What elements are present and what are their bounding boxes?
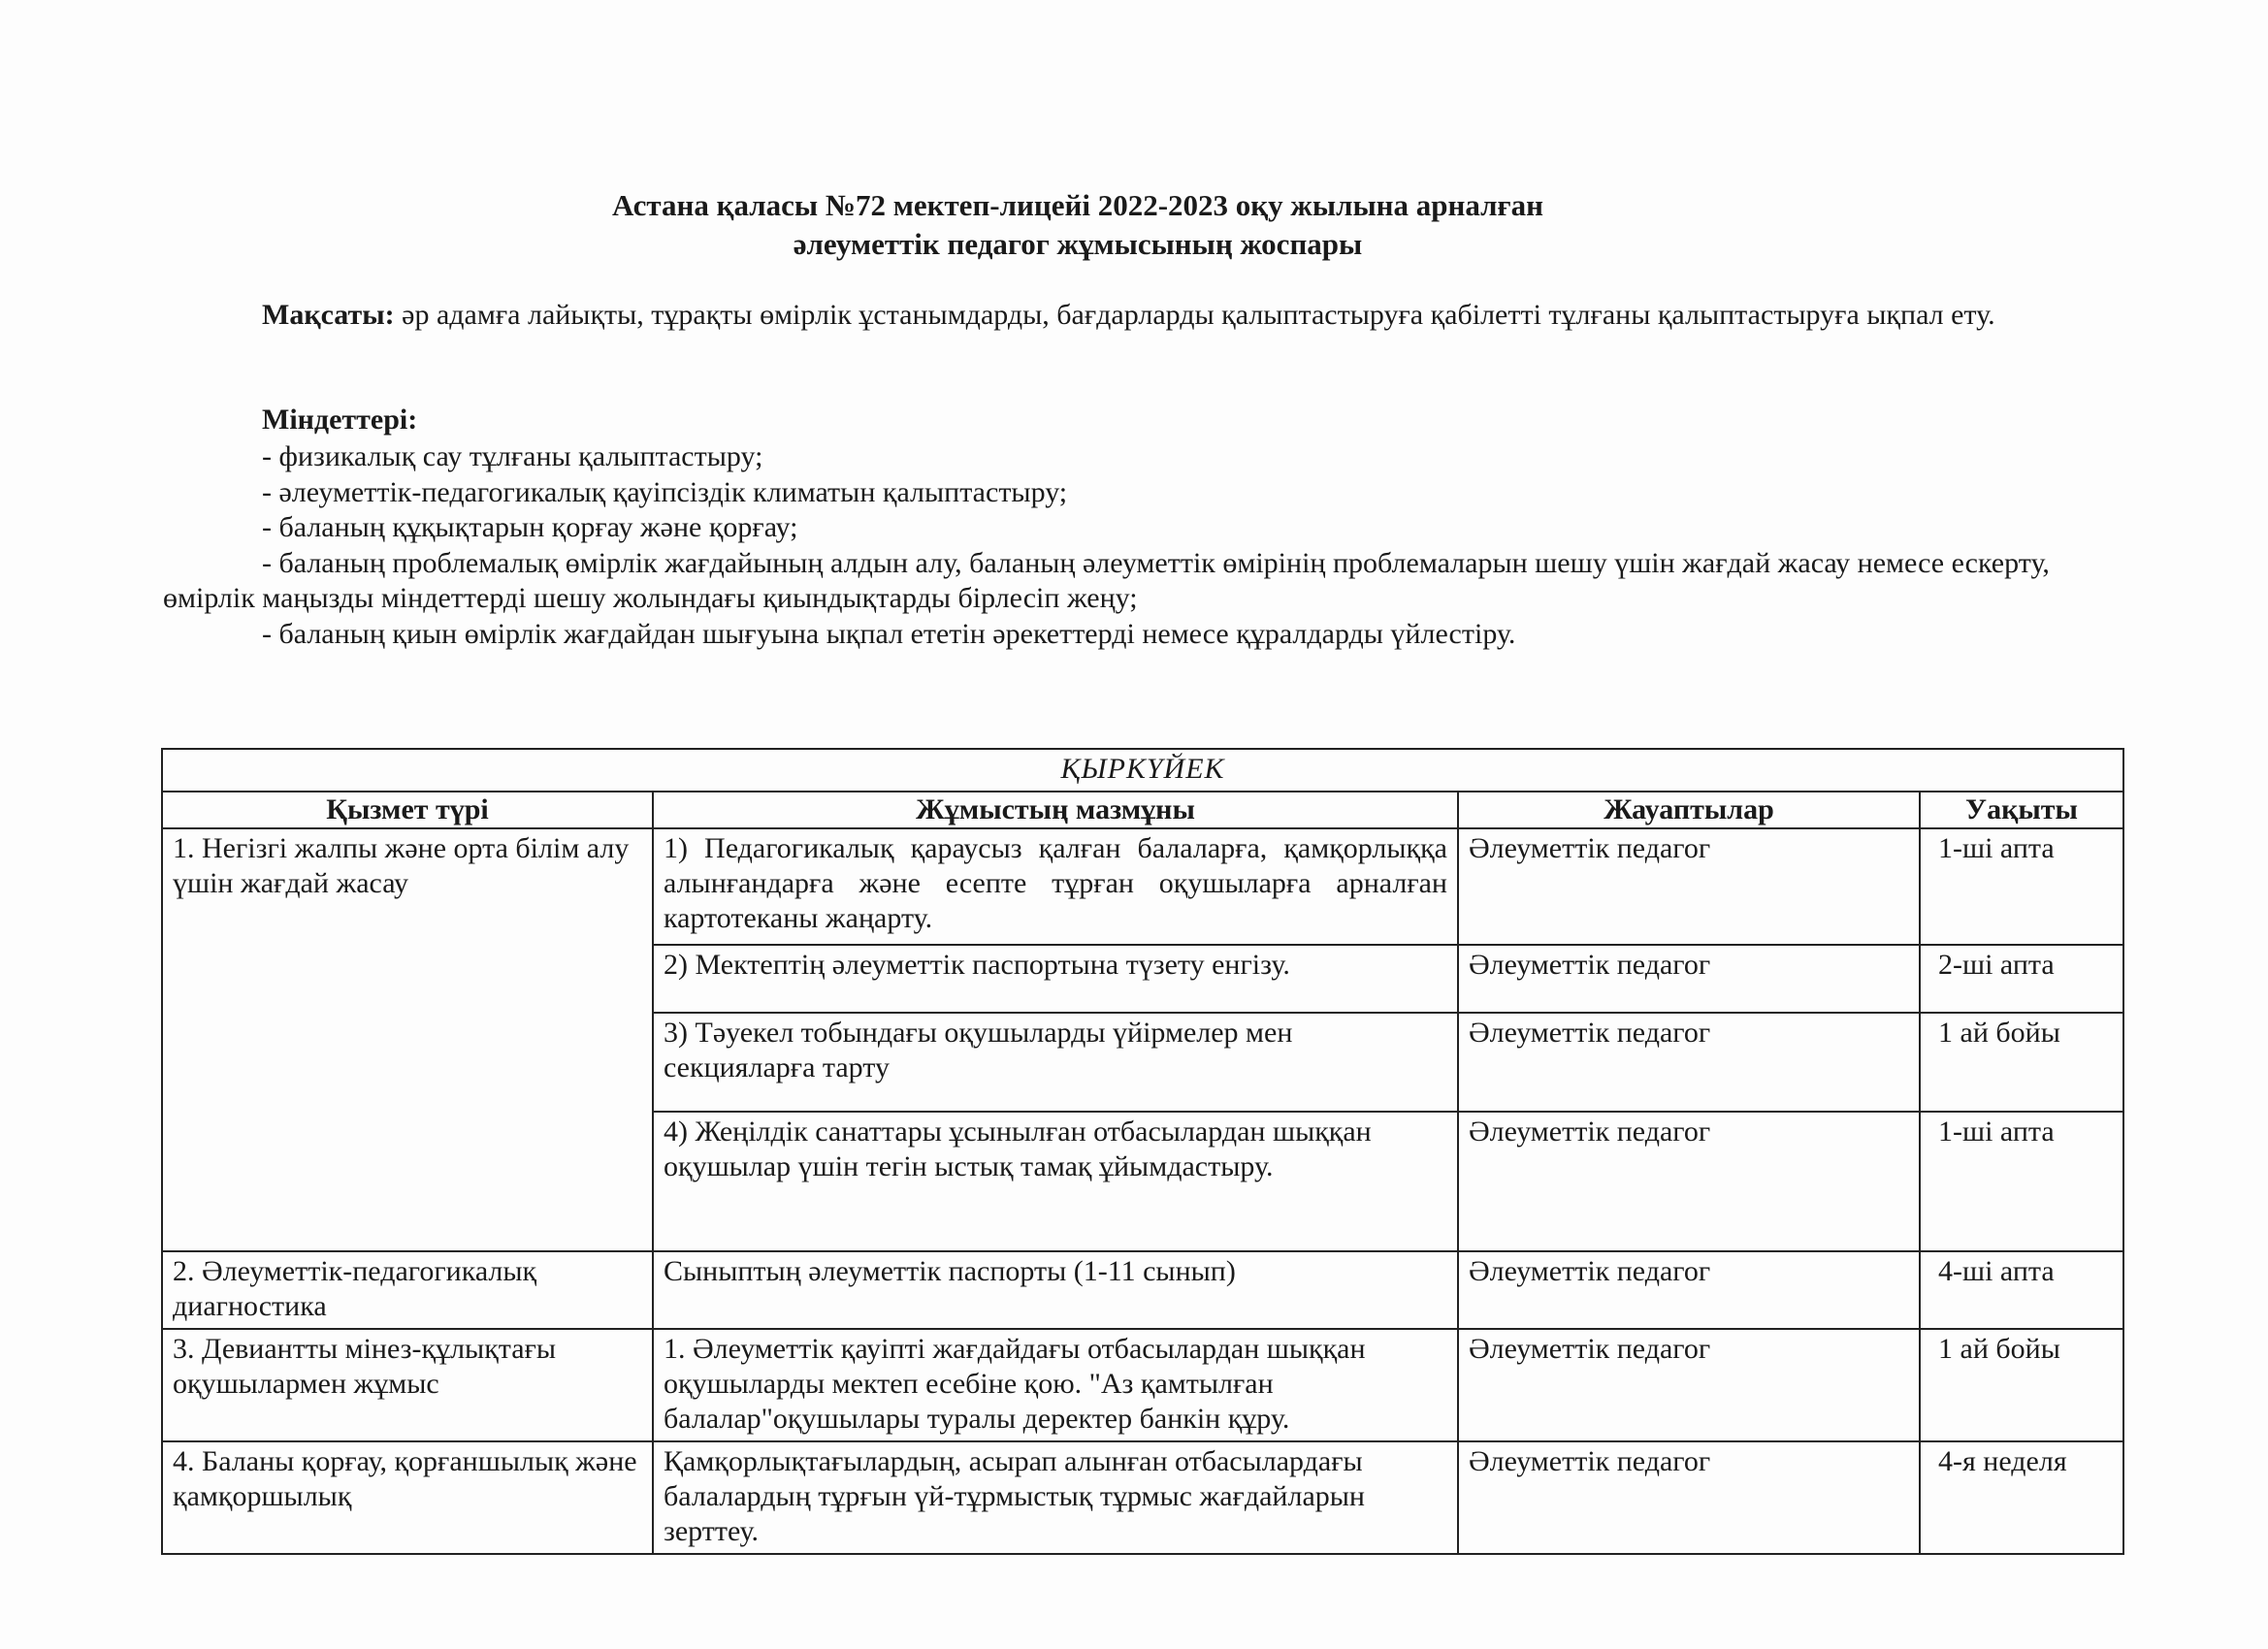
content-cell: Қамқорлықтағылардың, асырап алынған отбасылардағы балалардың тұрғын үй-тұрмыстық тұрмыс жағдайларын зерттеу. xyxy=(653,1441,1458,1554)
content-cell: 1. Әлеуметтік қауіпті жағдайдағы отбасылардан шыққан оқушыларды мектеп есебіне қою. "Аз қамтылған балалар"оқушылары туралы деректер банкін құру. xyxy=(653,1329,1458,1441)
responsible-cell: Әлеуметтік педагог xyxy=(1458,1441,1920,1554)
table-row xyxy=(162,828,2123,945)
activity-type-cell: 1. Негізгі жалпы және орта білім алу үшін жағдай жасау xyxy=(162,828,653,1251)
task-item: - физикалық сау тұлғаны қалыптастыру; xyxy=(262,440,763,472)
responsible-cell: Әлеуметтік педагог xyxy=(1458,945,1920,1013)
activity-type-cell: 4. Баланы қорғау, қорғаншылық және қамқоршылық xyxy=(162,1441,653,1554)
task-item: - әлеуметтік-педагогикалық қауіпсіздік климатын қалыптастыру; xyxy=(262,475,1068,508)
content-cell: Сыныптың әлеуметтік паспорты (1-11 сынып) xyxy=(653,1251,1458,1329)
document-title-line2: әлеуметтік педагог жұмысының жоспары xyxy=(793,227,1363,261)
month-header: ҚЫРКҮЙЕК xyxy=(162,749,2123,792)
goal-text: әр адамға лайықты, тұрақты өмірлік ұстанымдарды, бағдарларды қалыптастыруға қабілетті тұлғаны қалыптастыруға ықпал ету. xyxy=(394,299,1995,331)
goal-paragraph xyxy=(163,297,2132,334)
goal-label: Мақсаты: xyxy=(262,299,395,331)
task-item: - баланың қиын өмірлік жағдайдан шығуына ықпал ететін әрекеттерді немесе құралдарды үйлестіру. xyxy=(262,617,1516,650)
column-header-content: Жұмыстың мазмұны xyxy=(653,792,1458,828)
responsible-cell: Әлеуметтік педагог xyxy=(1458,1013,1920,1112)
responsible-cell: Әлеуметтік педагог xyxy=(1458,1251,1920,1329)
activity-type-cell: 2. Әлеуметтік-педагогикалық диагностика xyxy=(162,1251,653,1329)
content-cell: 1) Педагогикалық қараусыз қалған балаларға, қамқорлыққа алынғандарға және есепте тұрған оқушыларға арналған картотеканы жаңарту. xyxy=(653,828,1458,945)
content-cell: 3) Тәуекел тобындағы оқушыларды үйірмелер мен секцияларға тарту xyxy=(653,1013,1458,1112)
time-cell: 1 ай бойы xyxy=(1920,1329,2123,1441)
time-cell: 1-ші апта xyxy=(1920,1112,2123,1251)
time-cell: 2-ші апта xyxy=(1920,945,2123,1013)
responsible-cell: Әлеуметтік педагог xyxy=(1458,1112,1920,1251)
task-item: - баланың проблемалық өмірлік жағдайының алдын алу, баланың әлеуметтік өмірінің проблемаларын шешу үшін жағдай жасау немесе ескерту, өмірлік маңызды міндеттерді шешу жолындағы қиындықтарды бірлесіп жеңу; xyxy=(163,546,2050,614)
work-plan-table xyxy=(161,748,2124,1555)
table-row xyxy=(162,1441,2123,1554)
tasks-list xyxy=(163,439,2132,652)
document-title-line1: Астана қаласы №72 мектеп-лицейі 2022-2023 оқу жылына арналған xyxy=(611,188,1544,222)
responsible-cell: Әлеуметтік педагог xyxy=(1458,828,1920,945)
table-row xyxy=(162,1329,2123,1441)
column-header-responsible: Жауаптылар xyxy=(1458,792,1920,828)
time-cell: 4-я неделя xyxy=(1920,1441,2123,1554)
time-cell: 1 ай бойы xyxy=(1920,1013,2123,1112)
responsible-cell: Әлеуметтік педагог xyxy=(1458,1329,1920,1441)
time-cell: 1-ші апта xyxy=(1920,828,2123,945)
month-row xyxy=(162,749,2123,792)
content-cell: 4) Жеңілдік санаттары ұсынылған отбасылардан шыққан оқушылар үшін тегін ыстық тамақ ұйымдастыру. xyxy=(653,1112,1458,1251)
table-header-row xyxy=(162,792,2123,828)
tasks-label: Міндеттері: xyxy=(262,404,418,436)
column-header-time: Уақыты xyxy=(1920,792,2123,828)
time-cell: 4-ші апта xyxy=(1920,1251,2123,1329)
content-cell: 2) Мектептің әлеуметтік паспортына түзету енгізу. xyxy=(653,945,1458,1013)
task-item: - баланың құқықтарын қорғау және қорғау; xyxy=(262,511,798,543)
table-row xyxy=(162,1251,2123,1329)
activity-type-cell: 3. Девиантты мінез-құлықтағы оқушылармен жұмыс xyxy=(162,1329,653,1441)
column-header-type: Қызмет түрі xyxy=(162,792,653,828)
